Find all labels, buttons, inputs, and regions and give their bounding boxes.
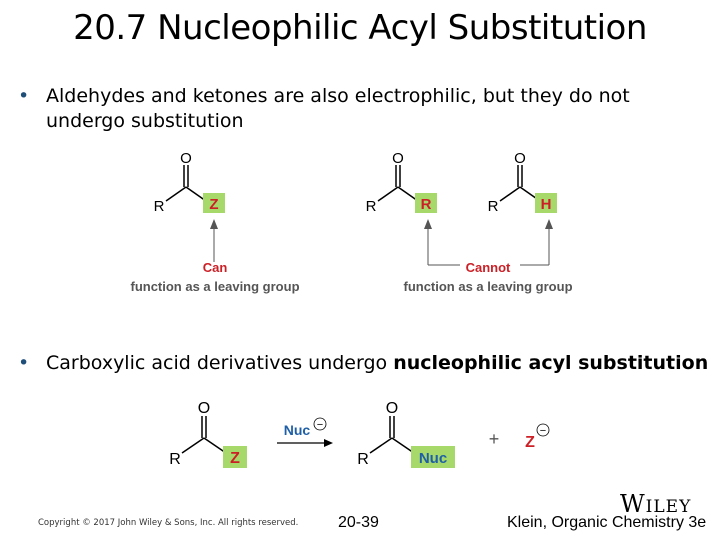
oxygen-label: O bbox=[180, 150, 192, 167]
r-label: R bbox=[487, 198, 499, 215]
plus-sign: + bbox=[488, 429, 500, 449]
product-leaving-group bbox=[525, 424, 549, 451]
bullet-text: Aldehydes and ketones are also electrophilic, but they do not undergo substitution bbox=[46, 85, 630, 132]
oxygen-label: O bbox=[197, 400, 211, 417]
copyright-text: Copyright © 2017 John Wiley & Sons, Inc. All rights reserved. bbox=[38, 518, 299, 528]
figure-leaving-groups bbox=[0, 145, 720, 315]
bullet-text-prefix: Carboxylic acid derivatives undergo bbox=[46, 352, 394, 374]
bullet-aldehydes bbox=[18, 84, 708, 138]
oxygen-label: O bbox=[514, 150, 526, 167]
reaction-arrow bbox=[277, 418, 333, 447]
reactant-acyl-z bbox=[169, 400, 247, 468]
bullet-dot: • bbox=[18, 352, 30, 374]
bullet-text bbox=[46, 351, 709, 376]
r-label: R bbox=[153, 198, 165, 215]
charge-minus: − bbox=[539, 425, 547, 437]
z-label: Z bbox=[230, 450, 240, 467]
r-sub-label: R bbox=[420, 196, 432, 213]
r-label: R bbox=[365, 198, 377, 215]
z-product-label: Z bbox=[525, 434, 535, 451]
r-label: R bbox=[169, 451, 181, 468]
cannot-label: Cannot bbox=[465, 260, 511, 275]
oxygen-label: O bbox=[392, 150, 404, 167]
nuc-label: Nuc bbox=[283, 422, 311, 438]
molecule-ketone bbox=[366, 150, 437, 215]
bullet-carboxylic bbox=[18, 351, 708, 379]
wiley-logo: WILEY bbox=[620, 490, 692, 518]
product-acyl-nuc bbox=[357, 400, 455, 468]
nuc-product-label: Nuc bbox=[418, 450, 448, 467]
can-label: Can bbox=[202, 260, 228, 275]
book-citation: Klein, Organic Chemistry 3e bbox=[507, 514, 707, 531]
bullet-text-emphasis: nucleophilic acyl substitution bbox=[393, 352, 709, 374]
z-label: Z bbox=[209, 196, 219, 213]
page-number: 20-39 bbox=[338, 514, 379, 531]
slide-title: 20.7 Nucleophilic Acyl Substitution bbox=[73, 8, 647, 48]
bullet-dot: • bbox=[18, 85, 30, 107]
molecule-aldehyde bbox=[488, 150, 557, 215]
charge-minus: − bbox=[316, 419, 324, 431]
h-label: H bbox=[540, 196, 552, 213]
oxygen-label: O bbox=[385, 400, 399, 417]
r-label: R bbox=[357, 451, 369, 468]
cannot-arrows bbox=[403, 219, 572, 294]
molecule-acyl-z bbox=[130, 150, 299, 294]
cannot-sub-label: function as a leaving group bbox=[403, 279, 573, 294]
can-sub-label: function as a leaving group bbox=[130, 279, 300, 294]
figure-substitution-reaction bbox=[0, 395, 720, 485]
